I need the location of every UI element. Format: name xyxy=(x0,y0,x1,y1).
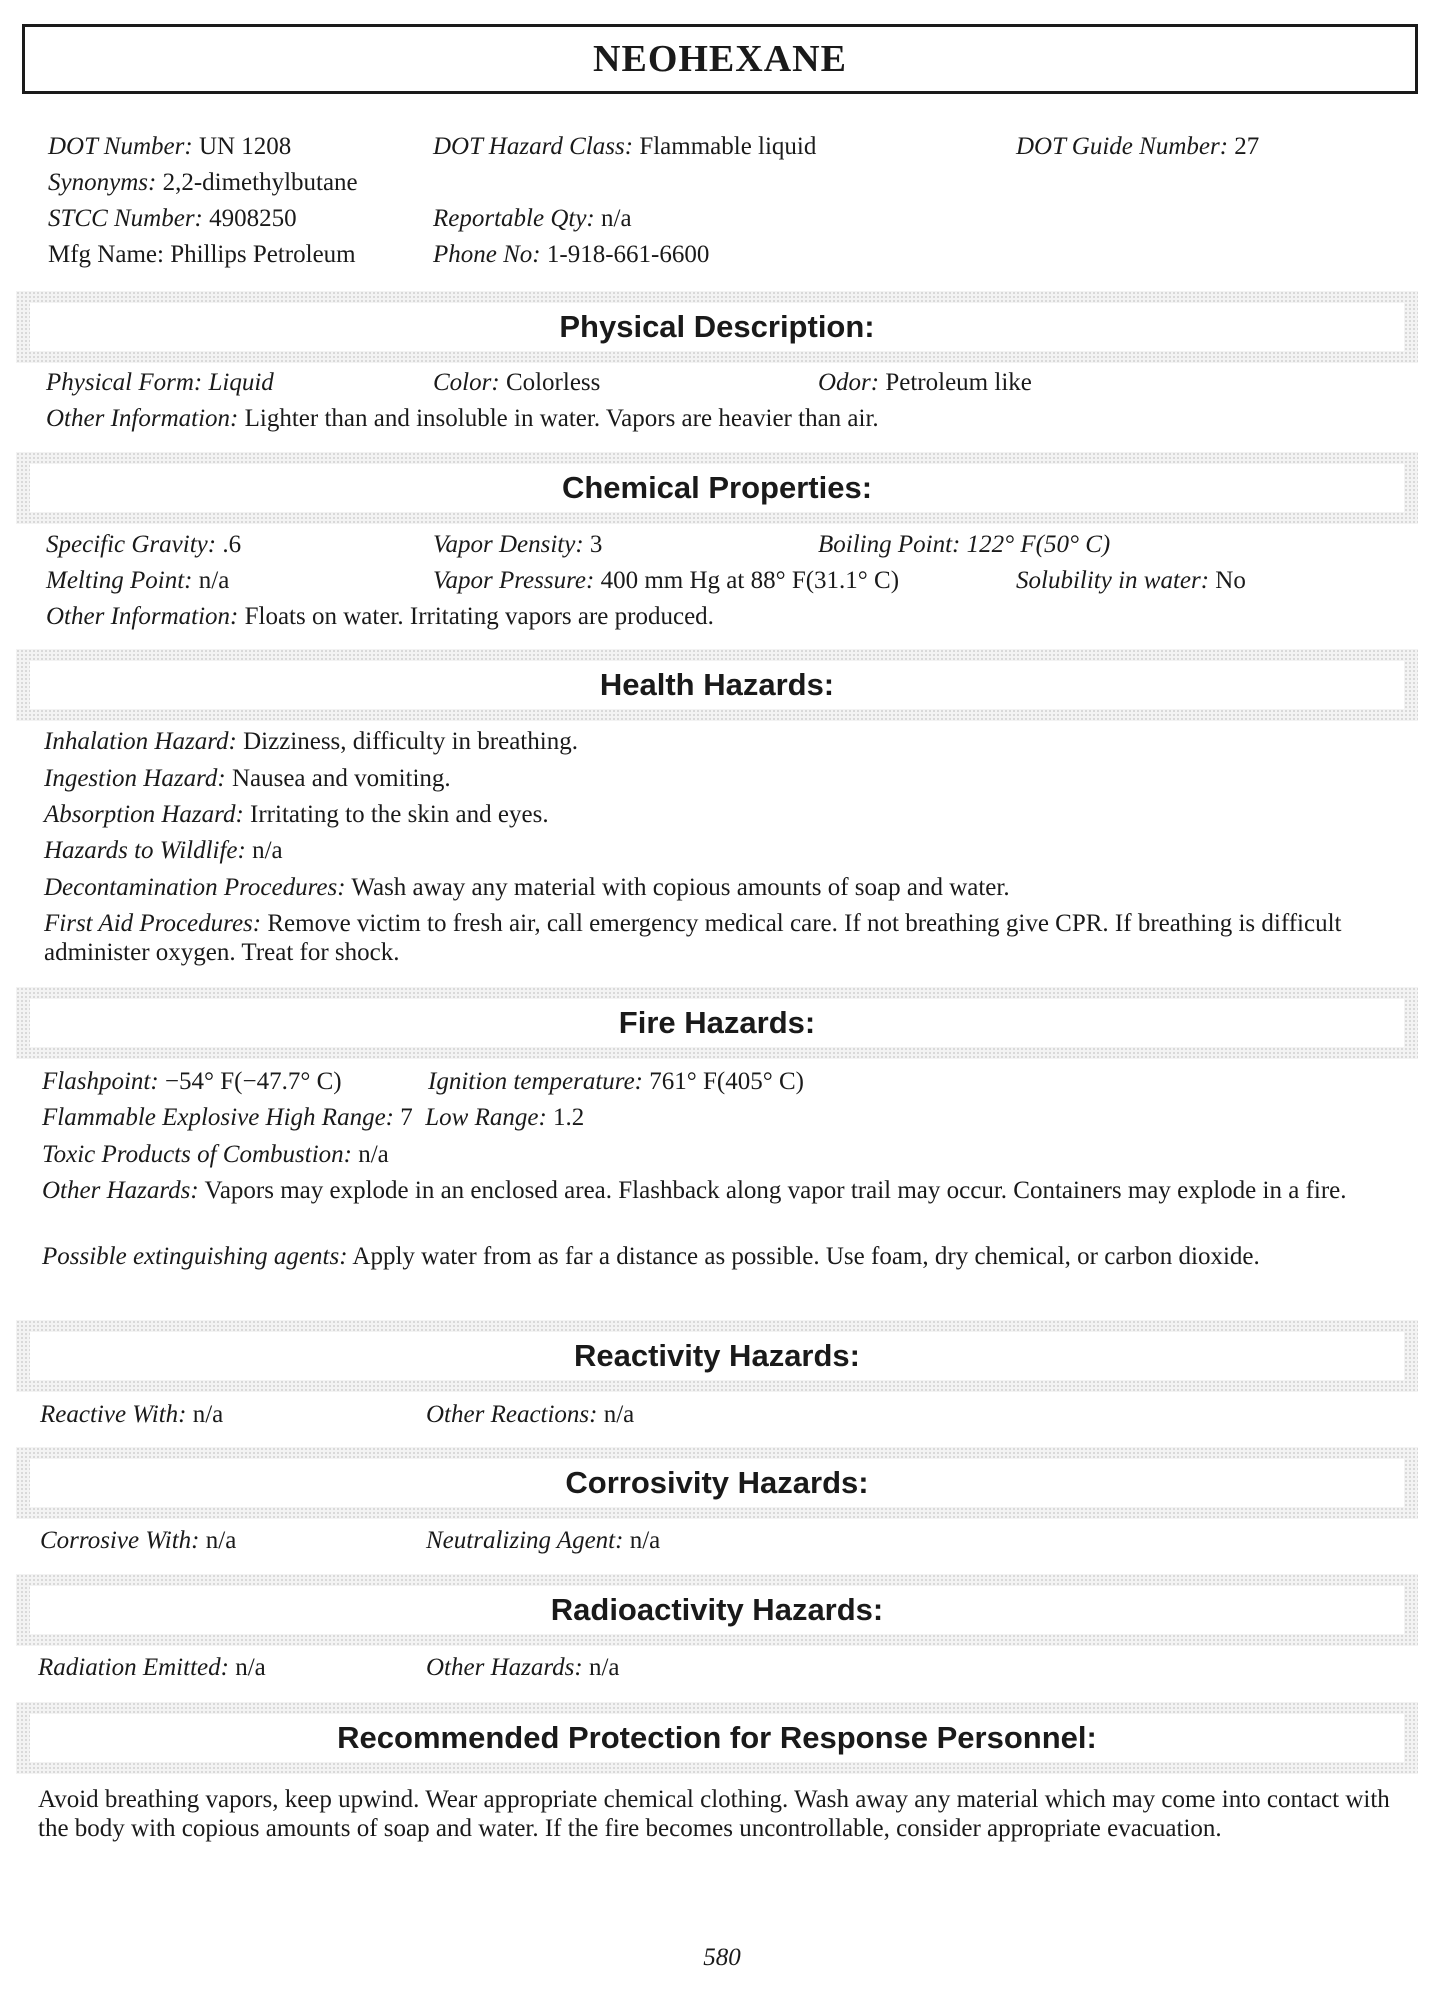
physical-form: Physical Form: Liquid xyxy=(46,369,274,396)
mfg-name: Mfg Name: Phillips Petroleum xyxy=(48,241,356,268)
corrosive-with: Corrosive With: n/a xyxy=(40,1527,237,1554)
section-header-health: Health Hazards: xyxy=(16,649,1418,721)
odor: Odor: Petroleum like xyxy=(818,369,1032,396)
absorption-hazard: Absorption Hazard: Irritating to the skin and eyes. xyxy=(44,801,549,828)
protection-text: Avoid breathing vapors, keep upwind. Wear appropriate chemical clothing. Wash away any material which may come into contact with the body with copious amounts of soap and water. If the fire becomes uncontrollable, consider appropriate evacuation. xyxy=(38,1786,1390,1842)
color: Color: Colorless xyxy=(433,369,601,396)
possible-extinguishing-agents: Possible extinguishing agents: Apply water from as far a distance as possible. Use foam, dry chemical, or carbon dioxide. xyxy=(42,1243,1260,1270)
vapor-density: Vapor Density: 3 xyxy=(433,531,603,558)
section-header-protection: Recommended Protection for Response Personnel: xyxy=(16,1702,1418,1774)
inhalation-hazard: Inhalation Hazard: Dizziness, difficulty in breathing. xyxy=(44,728,578,755)
melting-point: Melting Point: n/a xyxy=(46,567,230,594)
phone-number: Phone No: 1-918-661-6600 xyxy=(433,241,710,268)
specific-gravity: Specific Gravity: .6 xyxy=(46,531,242,558)
vapor-pressure: Vapor Pressure: 400 mm Hg at 88° F(31.1° C) xyxy=(433,567,900,594)
first-aid-procedures: First Aid Procedures: Remove victim to fresh air, call emergency medical care. If not breathing give CPR. If breathing is difficult administer oxygen. Treat for shock. xyxy=(44,910,1342,966)
stcc-number: STCC Number: 4908250 xyxy=(48,205,297,232)
reactive-with: Reactive With: n/a xyxy=(40,1401,224,1428)
reportable-qty: Reportable Qty: n/a xyxy=(433,205,632,232)
section-header-corrosivity: Corrosivity Hazards: xyxy=(16,1447,1418,1519)
dot-guide-number: DOT Guide Number: 27 xyxy=(1016,133,1260,160)
section-header-radioactivity: Radioactivity Hazards: xyxy=(16,1574,1418,1646)
decontamination-procedures: Decontamination Procedures: Wash away any material with copious amounts of soap and water. xyxy=(44,874,1010,901)
section-header-physical: Physical Description: xyxy=(16,291,1418,363)
page-number: 580 xyxy=(703,1944,741,1971)
toxic-products-of-combustion: Toxic Products of Combustion: n/a xyxy=(42,1141,389,1168)
solubility-in-water: Solubility in water: No xyxy=(1016,567,1246,594)
dot-number: DOT Number: UN 1208 xyxy=(48,133,292,160)
flashpoint: Flashpoint: −54° F(−47.7° C) xyxy=(42,1068,342,1095)
boiling-point: Boiling Point: 122° F(50° C) xyxy=(818,531,1111,558)
fire-other-hazards: Other Hazards: Vapors may explode in an enclosed area. Flashback along vapor trail may occur. Containers may explode in a fire. xyxy=(42,1177,1347,1204)
radiation-emitted: Radiation Emitted: n/a xyxy=(38,1654,266,1681)
section-header-fire: Fire Hazards: xyxy=(16,987,1418,1059)
section-header-reactivity: Reactivity Hazards: xyxy=(16,1320,1418,1392)
radioactivity-other-hazards: Other Hazards: n/a xyxy=(426,1654,620,1681)
flammable-explosive-range: Flammable Explosive High Range: 7 Low Range: 1.2 xyxy=(42,1104,585,1131)
section-header-chemical: Chemical Properties: xyxy=(16,452,1418,524)
dot-hazard-class: DOT Hazard Class: Flammable liquid xyxy=(433,133,817,160)
ingestion-hazard: Ingestion Hazard: Nausea and vomiting. xyxy=(44,765,451,792)
hazards-to-wildlife: Hazards to Wildlife: n/a xyxy=(44,837,283,864)
ignition-temperature: Ignition temperature: 761° F(405° C) xyxy=(428,1068,804,1095)
neutralizing-agent: Neutralizing Agent: n/a xyxy=(426,1527,661,1554)
page-title: NEOHEXANE xyxy=(22,24,1418,94)
physical-other-info: Other Information: Lighter than and insoluble in water. Vapors are heavier than air. xyxy=(46,405,879,432)
synonyms: Synonyms: 2,2-dimethylbutane xyxy=(48,169,358,196)
chemical-other-info: Other Information: Floats on water. Irritating vapors are produced. xyxy=(46,603,714,630)
other-reactions: Other Reactions: n/a xyxy=(426,1401,635,1428)
